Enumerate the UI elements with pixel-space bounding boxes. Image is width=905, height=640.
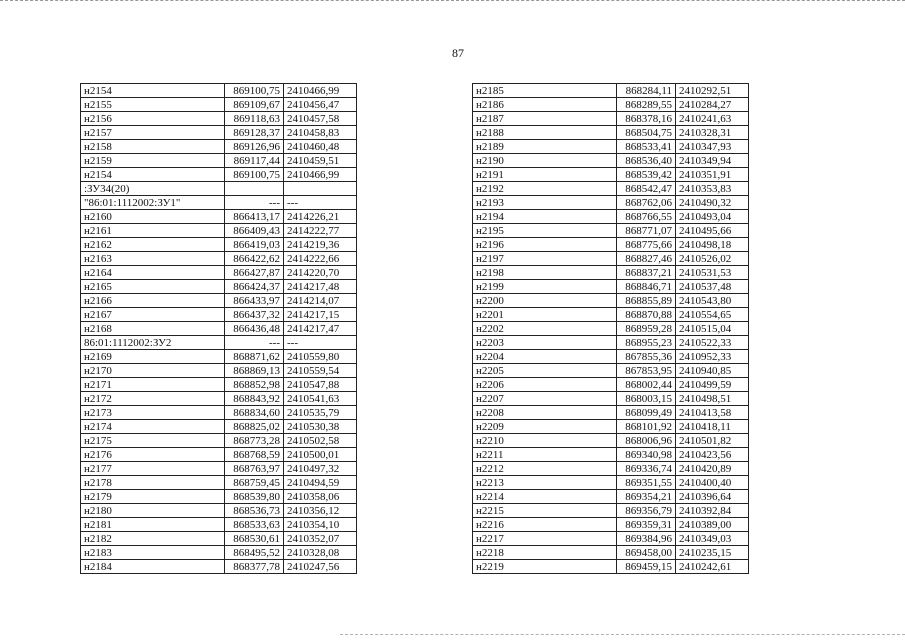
x-coordinate-cell: --- — [225, 196, 284, 210]
x-coordinate-cell: 868536,40 — [617, 154, 676, 168]
x-coordinate-cell: 869117,44 — [225, 154, 284, 168]
point-name-cell: н2208 — [473, 406, 617, 420]
x-coordinate-cell: 868533,63 — [225, 518, 284, 532]
table-row — [473, 322, 749, 336]
x-coordinate-cell: 868827,46 — [617, 252, 676, 266]
x-coordinate-cell: 869128,37 — [225, 126, 284, 140]
point-name-cell: :ЗУ34(20) — [81, 182, 225, 196]
table-row — [473, 518, 749, 532]
table-row — [473, 112, 749, 126]
x-coordinate-cell: 866433,97 — [225, 294, 284, 308]
point-name-cell: н2154 — [81, 168, 225, 182]
y-coordinate-cell: 2410457,58 — [284, 112, 357, 126]
table-row — [473, 420, 749, 434]
table-row — [81, 378, 357, 392]
table-row — [81, 140, 357, 154]
table-row — [81, 420, 357, 434]
table-row — [473, 210, 749, 224]
y-coordinate-cell: 2410423,56 — [676, 448, 749, 462]
point-name-cell: н2162 — [81, 238, 225, 252]
x-coordinate-cell: 869109,67 — [225, 98, 284, 112]
table-row — [473, 266, 749, 280]
y-coordinate-cell: 2410389,00 — [676, 518, 749, 532]
point-name-cell: н2184 — [81, 560, 225, 574]
point-name-cell: н2166 — [81, 294, 225, 308]
table-row — [473, 546, 749, 560]
scan-edge-top — [0, 0, 905, 5]
x-coordinate-cell: 868378,16 — [617, 112, 676, 126]
x-coordinate-cell: 868955,23 — [617, 336, 676, 350]
y-coordinate-cell: 2410535,79 — [284, 406, 357, 420]
y-coordinate-cell: --- — [284, 336, 357, 350]
x-coordinate-cell: 866413,17 — [225, 210, 284, 224]
y-coordinate-cell: 2414222,77 — [284, 224, 357, 238]
y-coordinate-cell: 2410356,12 — [284, 504, 357, 518]
x-coordinate-cell: 868837,21 — [617, 266, 676, 280]
x-coordinate-cell: 869126,96 — [225, 140, 284, 154]
table-row — [81, 336, 357, 350]
table-row — [473, 280, 749, 294]
table-row — [81, 462, 357, 476]
x-coordinate-cell: 868530,61 — [225, 532, 284, 546]
point-name-cell: н2170 — [81, 364, 225, 378]
x-coordinate-cell: 868768,59 — [225, 448, 284, 462]
y-coordinate-cell: 2410352,07 — [284, 532, 357, 546]
y-coordinate-cell: 2410328,31 — [676, 126, 749, 140]
table-row — [81, 294, 357, 308]
point-name-cell: н2178 — [81, 476, 225, 490]
y-coordinate-cell: 2410498,18 — [676, 238, 749, 252]
x-coordinate-cell: 868533,41 — [617, 140, 676, 154]
table-row — [81, 490, 357, 504]
point-name-cell: н2155 — [81, 98, 225, 112]
x-coordinate-cell: 866427,87 — [225, 266, 284, 280]
point-name-cell: н2180 — [81, 504, 225, 518]
point-name-cell: н2196 — [473, 238, 617, 252]
y-coordinate-cell: 2414220,70 — [284, 266, 357, 280]
x-coordinate-cell: 866409,43 — [225, 224, 284, 238]
x-coordinate-cell: 867855,36 — [617, 350, 676, 364]
x-coordinate-cell: 869118,63 — [225, 112, 284, 126]
point-name-cell: н2179 — [81, 490, 225, 504]
x-coordinate-cell: 866436,48 — [225, 322, 284, 336]
point-name-cell: "86:01:1112002:ЗУ1" — [81, 196, 225, 210]
table-row — [81, 532, 357, 546]
y-coordinate-cell: 2410559,54 — [284, 364, 357, 378]
point-name-cell: н2218 — [473, 546, 617, 560]
point-name-cell: н2185 — [473, 84, 617, 98]
x-coordinate-cell: 868289,55 — [617, 98, 676, 112]
point-name-cell: н2212 — [473, 462, 617, 476]
x-coordinate-cell: 869354,21 — [617, 490, 676, 504]
table-row — [81, 434, 357, 448]
x-coordinate-cell: 868846,71 — [617, 280, 676, 294]
table-row — [81, 154, 357, 168]
table-row — [473, 98, 749, 112]
point-name-cell: н2188 — [473, 126, 617, 140]
y-coordinate-cell: 2410292,51 — [676, 84, 749, 98]
point-name-cell: н2174 — [81, 420, 225, 434]
y-coordinate-cell: 2410413,58 — [676, 406, 749, 420]
y-coordinate-cell: 2410530,38 — [284, 420, 357, 434]
y-coordinate-cell: 2410490,32 — [676, 196, 749, 210]
point-name-cell: н2183 — [81, 546, 225, 560]
point-name-cell: н2175 — [81, 434, 225, 448]
y-coordinate-cell: 2410460,48 — [284, 140, 357, 154]
point-name-cell: н2164 — [81, 266, 225, 280]
table-row — [473, 448, 749, 462]
table-row — [81, 364, 357, 378]
y-coordinate-cell: 2410497,32 — [284, 462, 357, 476]
y-coordinate-cell: 2410502,58 — [284, 434, 357, 448]
y-coordinate-cell: 2410466,99 — [284, 84, 357, 98]
table-row — [473, 126, 749, 140]
x-coordinate-cell — [225, 182, 284, 196]
table-row — [81, 392, 357, 406]
x-coordinate-cell: 868284,11 — [617, 84, 676, 98]
table-row — [473, 154, 749, 168]
point-name-cell: н2169 — [81, 350, 225, 364]
x-coordinate-cell: 868002,44 — [617, 378, 676, 392]
point-name-cell: н2168 — [81, 322, 225, 336]
x-coordinate-cell: 868871,62 — [225, 350, 284, 364]
x-coordinate-cell: 868763,97 — [225, 462, 284, 476]
point-name-cell: н2190 — [473, 154, 617, 168]
point-name-cell: н2187 — [473, 112, 617, 126]
y-coordinate-cell: 2414217,48 — [284, 280, 357, 294]
table-row — [473, 476, 749, 490]
y-coordinate-cell: 2410531,53 — [676, 266, 749, 280]
point-name-cell: н2167 — [81, 308, 225, 322]
y-coordinate-cell: 2410235,15 — [676, 546, 749, 560]
x-coordinate-cell: 868759,45 — [225, 476, 284, 490]
point-name-cell: н2204 — [473, 350, 617, 364]
point-name-cell: н2217 — [473, 532, 617, 546]
table-row — [473, 392, 749, 406]
table-row — [81, 224, 357, 238]
y-coordinate-cell: 2410466,99 — [284, 168, 357, 182]
point-name-cell: н2202 — [473, 322, 617, 336]
table-row — [473, 140, 749, 154]
y-coordinate-cell: 2410396,64 — [676, 490, 749, 504]
x-coordinate-cell: 868099,49 — [617, 406, 676, 420]
point-name-cell: н2171 — [81, 378, 225, 392]
x-coordinate-cell: 868773,28 — [225, 434, 284, 448]
table-row — [81, 504, 357, 518]
y-coordinate-cell: 2414219,36 — [284, 238, 357, 252]
x-coordinate-cell: 868843,92 — [225, 392, 284, 406]
point-name-cell: н2161 — [81, 224, 225, 238]
x-coordinate-cell: 868003,15 — [617, 392, 676, 406]
table-row — [81, 560, 357, 574]
point-name-cell: н2181 — [81, 518, 225, 532]
x-coordinate-cell: 868495,52 — [225, 546, 284, 560]
point-name-cell: н2197 — [473, 252, 617, 266]
y-coordinate-cell: 2410940,85 — [676, 364, 749, 378]
point-name-cell: н2158 — [81, 140, 225, 154]
point-name-cell: н2154 — [81, 84, 225, 98]
table-row — [473, 308, 749, 322]
point-name-cell: н2205 — [473, 364, 617, 378]
point-name-cell: н2176 — [81, 448, 225, 462]
y-coordinate-cell: 2410498,51 — [676, 392, 749, 406]
table-row — [81, 84, 357, 98]
table-row — [81, 518, 357, 532]
point-name-cell: н2211 — [473, 448, 617, 462]
point-name-cell: н2165 — [81, 280, 225, 294]
x-coordinate-cell: 868869,13 — [225, 364, 284, 378]
table-row — [81, 350, 357, 364]
table-row — [473, 84, 749, 98]
point-name-cell: н2198 — [473, 266, 617, 280]
x-coordinate-cell: 868959,28 — [617, 322, 676, 336]
table-row — [473, 182, 749, 196]
table-row — [81, 406, 357, 420]
table-row — [81, 238, 357, 252]
point-name-cell: н2193 — [473, 196, 617, 210]
table-row — [81, 126, 357, 140]
y-coordinate-cell: 2410526,02 — [676, 252, 749, 266]
x-coordinate-cell: 868504,75 — [617, 126, 676, 140]
x-coordinate-cell: 868542,47 — [617, 182, 676, 196]
point-name-cell: н2195 — [473, 224, 617, 238]
x-coordinate-cell: 869336,74 — [617, 462, 676, 476]
point-name-cell: 86:01:1112002:ЗУ2 — [81, 336, 225, 350]
table-row — [473, 378, 749, 392]
x-coordinate-cell: 869100,75 — [225, 84, 284, 98]
table-row — [473, 238, 749, 252]
x-coordinate-cell: 868101,92 — [617, 420, 676, 434]
table-row — [473, 434, 749, 448]
point-name-cell: н2192 — [473, 182, 617, 196]
coordinates-table-left — [80, 83, 357, 574]
x-coordinate-cell: 866437,32 — [225, 308, 284, 322]
y-coordinate-cell: 2410495,66 — [676, 224, 749, 238]
point-name-cell: н2157 — [81, 126, 225, 140]
x-coordinate-cell: 868825,02 — [225, 420, 284, 434]
y-coordinate-cell: 2410351,91 — [676, 168, 749, 182]
y-coordinate-cell: 2410541,63 — [284, 392, 357, 406]
table-row — [81, 322, 357, 336]
y-coordinate-cell: 2410499,59 — [676, 378, 749, 392]
point-name-cell: н2189 — [473, 140, 617, 154]
point-name-cell: н2191 — [473, 168, 617, 182]
y-coordinate-cell: 2410952,33 — [676, 350, 749, 364]
point-name-cell: н2199 — [473, 280, 617, 294]
y-coordinate-cell: 2410522,33 — [676, 336, 749, 350]
y-coordinate-cell: --- — [284, 196, 357, 210]
table-row — [473, 196, 749, 210]
table-row — [473, 560, 749, 574]
x-coordinate-cell: 868539,80 — [225, 490, 284, 504]
x-coordinate-cell: 869100,75 — [225, 168, 284, 182]
x-coordinate-cell: 868855,89 — [617, 294, 676, 308]
x-coordinate-cell: 866424,37 — [225, 280, 284, 294]
point-name-cell: н2213 — [473, 476, 617, 490]
x-coordinate-cell: 869459,15 — [617, 560, 676, 574]
point-name-cell: н2209 — [473, 420, 617, 434]
y-coordinate-cell: 2410247,56 — [284, 560, 357, 574]
x-coordinate-cell: 868377,78 — [225, 560, 284, 574]
table-row — [473, 406, 749, 420]
x-coordinate-cell: --- — [225, 336, 284, 350]
point-name-cell: н2207 — [473, 392, 617, 406]
y-coordinate-cell: 2410554,65 — [676, 308, 749, 322]
page-number: 87 — [452, 46, 464, 60]
y-coordinate-cell: 2410349,03 — [676, 532, 749, 546]
table-row — [81, 98, 357, 112]
x-coordinate-cell: 868834,60 — [225, 406, 284, 420]
point-name-cell: н2173 — [81, 406, 225, 420]
y-coordinate-cell: 2410515,04 — [676, 322, 749, 336]
y-coordinate-cell: 2414226,21 — [284, 210, 357, 224]
table-row — [473, 168, 749, 182]
y-coordinate-cell: 2414217,47 — [284, 322, 357, 336]
point-name-cell: н2177 — [81, 462, 225, 476]
point-name-cell: н2215 — [473, 504, 617, 518]
x-coordinate-cell: 869356,79 — [617, 504, 676, 518]
y-coordinate-cell: 2410420,89 — [676, 462, 749, 476]
table-row — [473, 490, 749, 504]
table-row — [81, 112, 357, 126]
table-row — [473, 462, 749, 476]
point-name-cell: н2163 — [81, 252, 225, 266]
table-row — [473, 224, 749, 238]
y-coordinate-cell: 2410500,01 — [284, 448, 357, 462]
table-row — [81, 476, 357, 490]
point-name-cell: н2159 — [81, 154, 225, 168]
x-coordinate-cell: 867853,95 — [617, 364, 676, 378]
table-row — [81, 252, 357, 266]
table-row — [473, 350, 749, 364]
y-coordinate-cell: 2410353,83 — [676, 182, 749, 196]
table-row — [473, 504, 749, 518]
y-coordinate-cell: 2410543,80 — [676, 294, 749, 308]
scan-edge-bottom — [340, 634, 905, 637]
point-name-cell: н2216 — [473, 518, 617, 532]
y-coordinate-cell: 2410559,80 — [284, 350, 357, 364]
table-row — [81, 168, 357, 182]
point-name-cell: н2201 — [473, 308, 617, 322]
y-coordinate-cell: 2410392,84 — [676, 504, 749, 518]
x-coordinate-cell: 866419,03 — [225, 238, 284, 252]
y-coordinate-cell: 2410501,82 — [676, 434, 749, 448]
x-coordinate-cell: 868539,42 — [617, 168, 676, 182]
x-coordinate-cell: 869340,98 — [617, 448, 676, 462]
point-name-cell: н2160 — [81, 210, 225, 224]
point-name-cell: н2210 — [473, 434, 617, 448]
point-name-cell: н2182 — [81, 532, 225, 546]
x-coordinate-cell: 866422,62 — [225, 252, 284, 266]
y-coordinate-cell — [284, 182, 357, 196]
x-coordinate-cell: 869458,00 — [617, 546, 676, 560]
x-coordinate-cell: 868536,73 — [225, 504, 284, 518]
table-row — [81, 546, 357, 560]
x-coordinate-cell: 869359,31 — [617, 518, 676, 532]
y-coordinate-cell: 2410494,59 — [284, 476, 357, 490]
y-coordinate-cell: 2410241,63 — [676, 112, 749, 126]
x-coordinate-cell: 869351,55 — [617, 476, 676, 490]
y-coordinate-cell: 2410242,61 — [676, 560, 749, 574]
table-row — [473, 364, 749, 378]
y-coordinate-cell: 2410537,48 — [676, 280, 749, 294]
x-coordinate-cell: 868852,98 — [225, 378, 284, 392]
table-row — [81, 266, 357, 280]
table-row — [473, 336, 749, 350]
y-coordinate-cell: 2410456,47 — [284, 98, 357, 112]
point-name-cell: н2206 — [473, 378, 617, 392]
table-row — [473, 252, 749, 266]
y-coordinate-cell: 2410493,04 — [676, 210, 749, 224]
y-coordinate-cell: 2410354,10 — [284, 518, 357, 532]
point-name-cell: н2200 — [473, 294, 617, 308]
point-name-cell: н2203 — [473, 336, 617, 350]
table-row — [81, 308, 357, 322]
table-row — [81, 280, 357, 294]
point-name-cell: н2194 — [473, 210, 617, 224]
y-coordinate-cell: 2410349,94 — [676, 154, 749, 168]
x-coordinate-cell: 868766,55 — [617, 210, 676, 224]
point-name-cell: н2156 — [81, 112, 225, 126]
y-coordinate-cell: 2410328,08 — [284, 546, 357, 560]
point-name-cell: н2172 — [81, 392, 225, 406]
table-row — [81, 196, 357, 210]
x-coordinate-cell: 868762,06 — [617, 196, 676, 210]
y-coordinate-cell: 2410459,51 — [284, 154, 357, 168]
table-row — [473, 532, 749, 546]
y-coordinate-cell: 2410347,93 — [676, 140, 749, 154]
y-coordinate-cell: 2410458,83 — [284, 126, 357, 140]
y-coordinate-cell: 2414222,66 — [284, 252, 357, 266]
point-name-cell: н2186 — [473, 98, 617, 112]
y-coordinate-cell: 2414217,15 — [284, 308, 357, 322]
y-coordinate-cell: 2410358,06 — [284, 490, 357, 504]
y-coordinate-cell: 2410284,27 — [676, 98, 749, 112]
y-coordinate-cell: 2410418,11 — [676, 420, 749, 434]
x-coordinate-cell: 868870,88 — [617, 308, 676, 322]
coordinates-table-right — [472, 83, 749, 574]
y-coordinate-cell: 2410400,40 — [676, 476, 749, 490]
y-coordinate-cell: 2410547,88 — [284, 378, 357, 392]
x-coordinate-cell: 869384,96 — [617, 532, 676, 546]
x-coordinate-cell: 868775,66 — [617, 238, 676, 252]
point-name-cell: н2214 — [473, 490, 617, 504]
y-coordinate-cell: 2414214,07 — [284, 294, 357, 308]
x-coordinate-cell: 868771,07 — [617, 224, 676, 238]
x-coordinate-cell: 868006,96 — [617, 434, 676, 448]
table-row — [473, 294, 749, 308]
table-row — [81, 210, 357, 224]
table-row — [81, 182, 357, 196]
table-row — [81, 448, 357, 462]
point-name-cell: н2219 — [473, 560, 617, 574]
